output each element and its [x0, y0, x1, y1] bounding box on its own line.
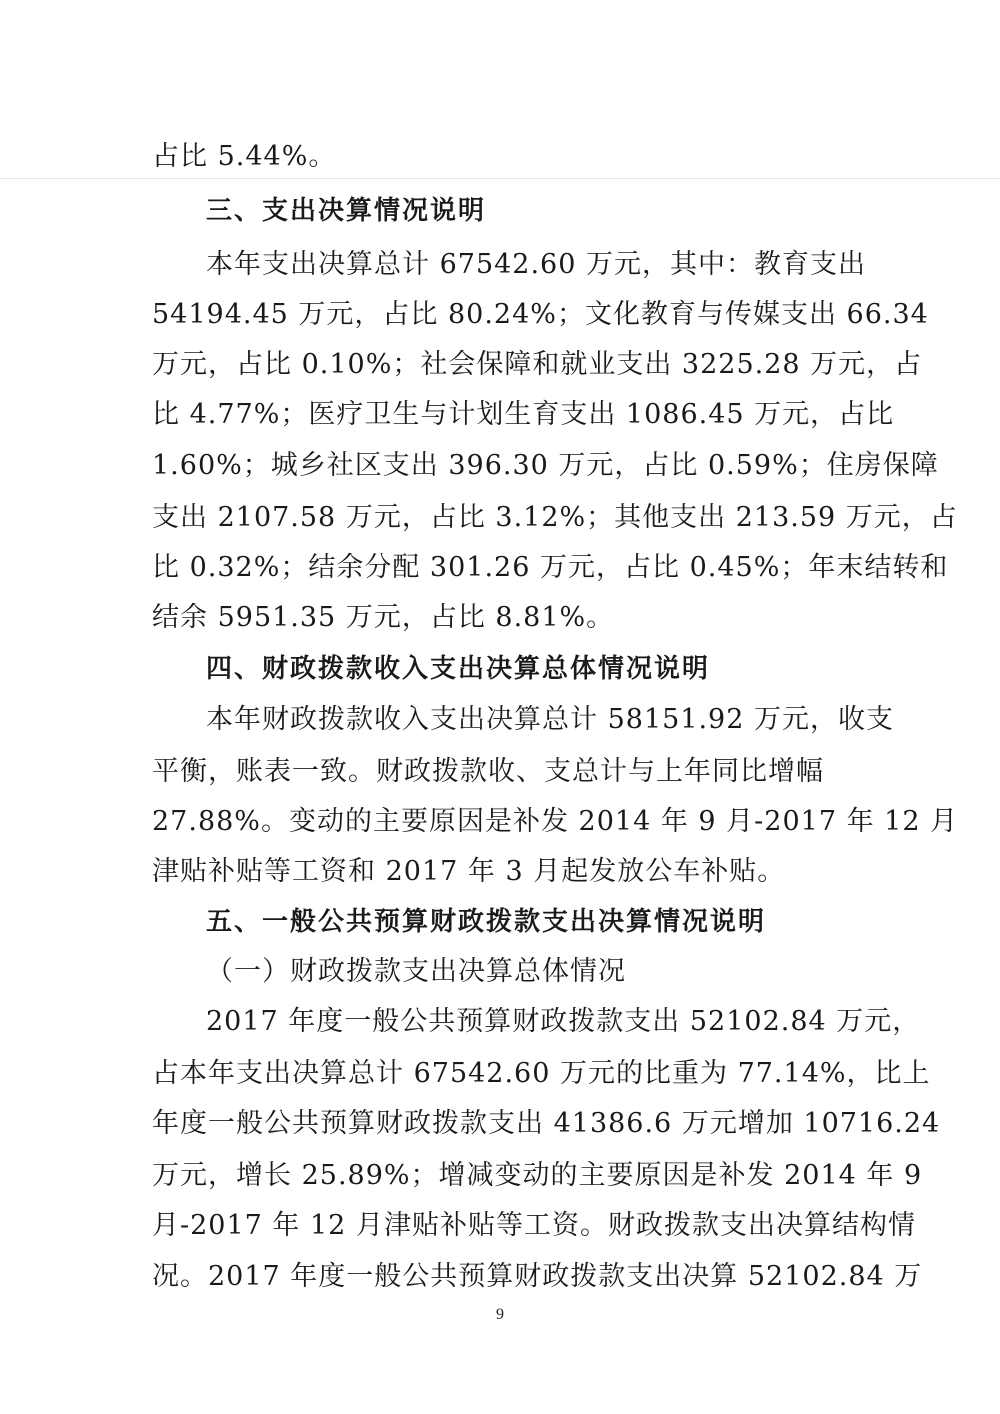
paragraph-line: 平衡，账表一致。财政拨款收、支总计与上年同比增幅 — [152, 756, 824, 787]
section-heading-expenditure: 三、支出决算情况说明 — [206, 196, 487, 226]
paragraph-line: 万元，占比 0.10%；社会保障和就业支出 3225.28 万元，占 — [152, 349, 923, 380]
paragraph-line: 比 0.32%；结余分配 301.26 万元，占比 0.45%；年末结转和 — [152, 552, 949, 583]
subsection-heading: （一）财政拨款支出决算总体情况 — [206, 956, 626, 987]
paragraph-line: 支出 2107.58 万元，占比 3.12%；其他支出 213.59 万元，占 — [152, 502, 958, 533]
paragraph-line: 1.60%；城乡社区支出 396.30 万元，占比 0.59%；住房保障 — [152, 450, 939, 481]
paragraph-line: 27.88%。变动的主要原因是补发 2014 年 9 月-2017 年 12 月 — [152, 806, 959, 837]
paragraph-line: 万元，增长 25.89%；增减变动的主要原因是补发 2014 年 9 — [152, 1160, 923, 1191]
paragraph-line: 津贴补贴等工资和 2017 年 3 月起发放公车补贴。 — [152, 856, 786, 887]
paragraph-line: 54194.45 万元，占比 80.24%；文化教育与传媒支出 66.34 — [152, 299, 929, 330]
paragraph-line: 比 4.77%；医疗卫生与计划生育支出 1086.45 万元，占比 — [152, 399, 895, 430]
paragraph-line: 月-2017 年 12 月津贴补贴等工资。财政拨款支出决算结构情 — [152, 1210, 916, 1241]
paragraph-line: 况。2017 年度一般公共预算财政拨款支出决算 52102.84 万 — [152, 1261, 923, 1292]
section-heading-fiscal-appropriation: 四、财政拨款收入支出决算总体情况说明 — [206, 654, 711, 684]
paragraph-line: 2017 年度一般公共预算财政拨款支出 52102.84 万元， — [206, 1006, 921, 1037]
paragraph-line: 占本年支出决算总计 67542.60 万元的比重为 77.14%，比上 — [152, 1058, 931, 1089]
scan-divider — [0, 178, 1000, 179]
paragraph-line: 年度一般公共预算财政拨款支出 41386.6 万元增加 10716.24 — [152, 1108, 941, 1139]
section-heading-general-budget: 五、一般公共预算财政拨款支出决算情况说明 — [206, 907, 767, 937]
paragraph-line: 本年支出决算总计 67542.60 万元，其中：教育支出 — [206, 249, 866, 280]
paragraph-line: 本年财政拨款收入支出决算总计 58151.92 万元，收支 — [206, 704, 894, 735]
page-number: 9 — [496, 1306, 504, 1323]
paragraph-line: 占比 5.44%。 — [152, 141, 337, 172]
paragraph-line: 结余 5951.35 万元，占比 8.81%。 — [152, 602, 615, 633]
